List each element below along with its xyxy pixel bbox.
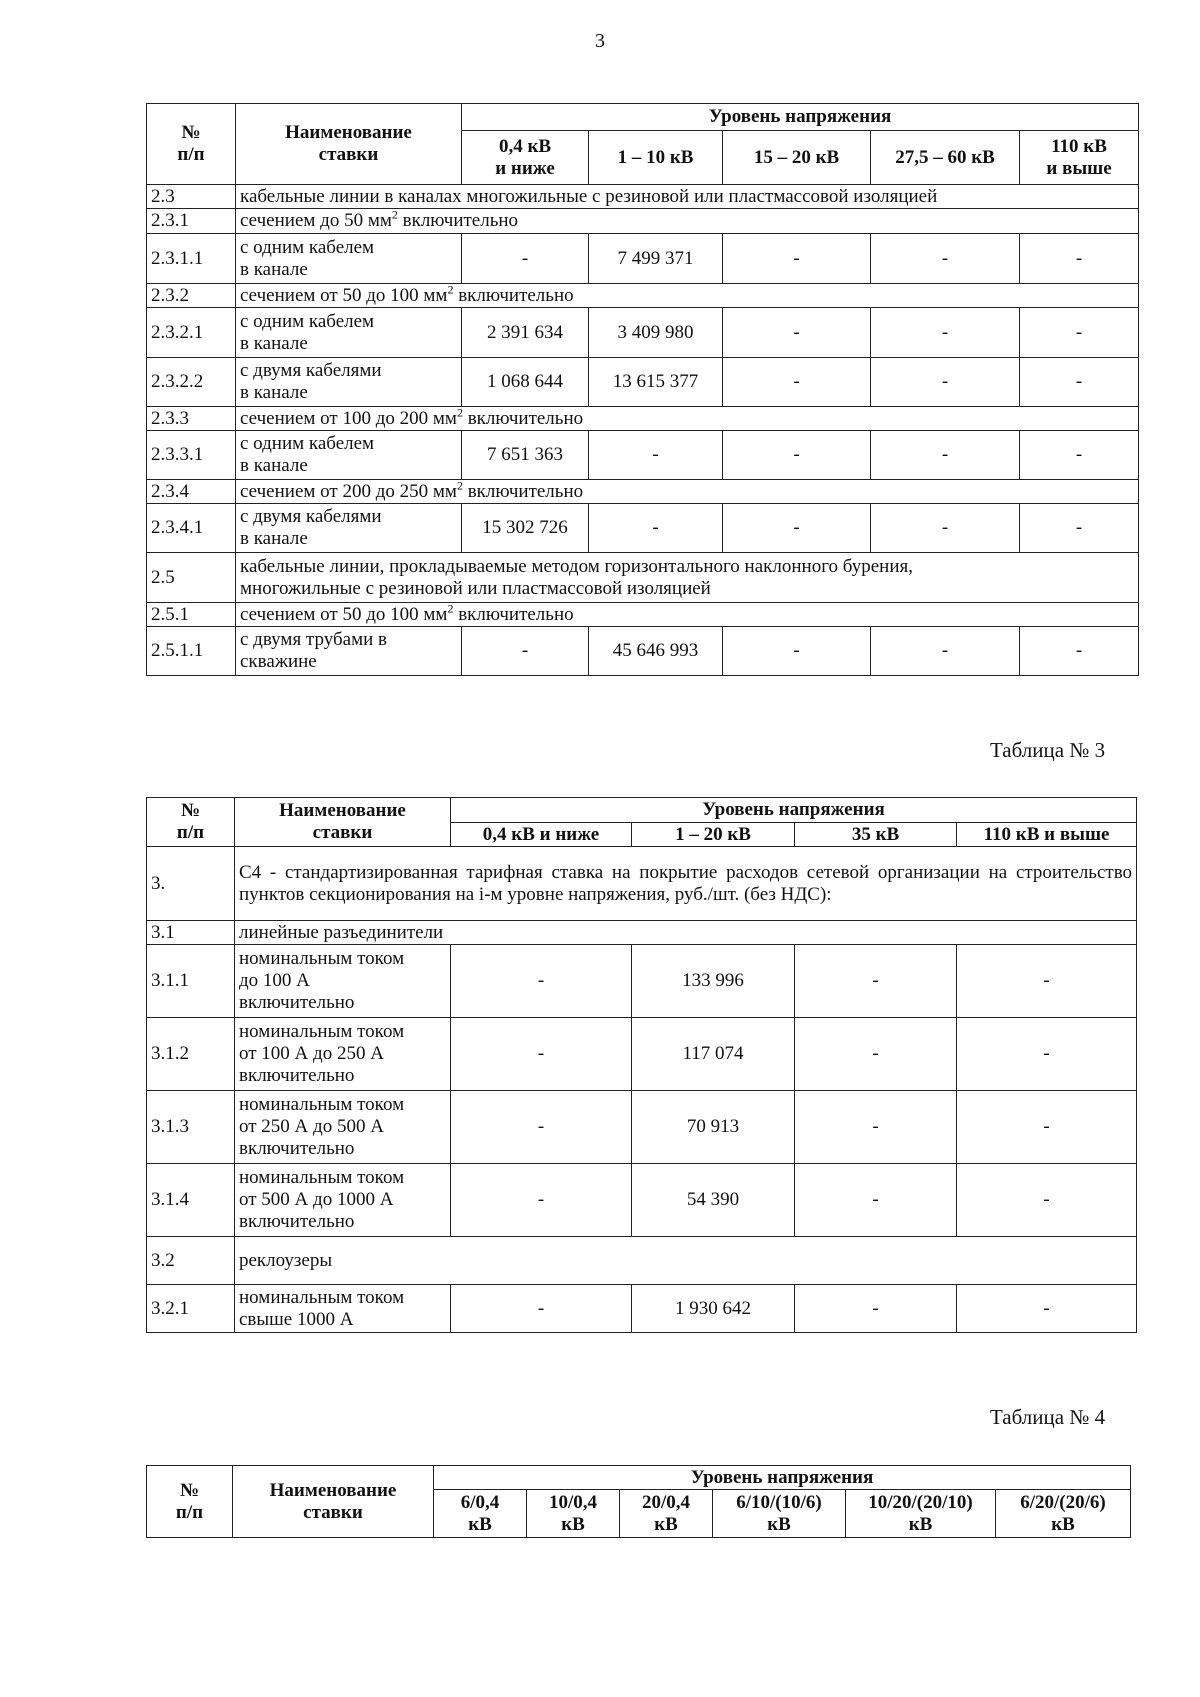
rate-value: - <box>723 504 871 553</box>
rate-name: номинальным током свыше 1000 А <box>235 1285 451 1333</box>
rate-value: 1 930 642 <box>632 1285 795 1333</box>
header-voltage-col: 110 кВ и выше <box>1020 131 1139 185</box>
row-number: 2.3.2 <box>147 284 236 308</box>
section-row <box>147 1237 1137 1285</box>
section-row <box>147 921 1137 945</box>
rate-value: - <box>451 1091 632 1164</box>
rate-value: - <box>871 308 1020 358</box>
rate-value: 3 409 980 <box>589 308 723 358</box>
section-title <box>236 553 1139 603</box>
header-voltage-col: 10/0,4 кВ <box>527 1490 620 1538</box>
superscript: 2 <box>391 208 398 222</box>
header-voltage-col: 1 – 10 кВ <box>589 131 723 185</box>
row-number: 2.3 <box>147 185 236 209</box>
header-voltage-level: Уровень напряжения <box>434 1466 1131 1490</box>
table-row <box>147 1018 1137 1091</box>
table-4 <box>146 1465 1131 1538</box>
rate-value: - <box>589 504 723 553</box>
rate-value: 7 499 371 <box>589 234 723 284</box>
section-text: сечением до 50 мм <box>240 210 392 231</box>
header-voltage-col: 6/20/(20/6) кВ <box>996 1490 1131 1538</box>
rate-value: - <box>957 1285 1137 1333</box>
rate-value: - <box>1020 504 1139 553</box>
section-suffix: включительно <box>462 407 584 429</box>
header-name: Наименование ставки <box>236 104 462 185</box>
rate-value: 70 913 <box>632 1091 795 1164</box>
rate-value: - <box>795 945 957 1018</box>
rate-value: - <box>795 1018 957 1091</box>
rate-name: номинальным током от 250 А до 500 А включительно <box>235 1091 451 1164</box>
rate-value: - <box>871 504 1020 553</box>
row-number: 3.1 <box>147 921 235 945</box>
superscript: 2 <box>447 602 454 616</box>
header-voltage-level: Уровень напряжения <box>462 104 1139 131</box>
rate-name: с двумя трубами в скважине <box>236 627 462 676</box>
rate-value: - <box>451 945 632 1018</box>
rate-name: с двумя кабелями в канале <box>236 504 462 553</box>
rate-value: - <box>871 358 1020 407</box>
section-title <box>236 185 1139 209</box>
row-number: 3.1.3 <box>147 1091 235 1164</box>
rate-name: с двумя кабелями в канале <box>236 358 462 407</box>
rate-value: 117 074 <box>632 1018 795 1091</box>
table-row <box>147 504 1139 553</box>
rate-value: - <box>451 1018 632 1091</box>
header-num: № п/п <box>147 1466 233 1538</box>
section-text: кабельные линии в каналах многожильные с резиновой или пластмассовой изоляцией <box>240 185 938 207</box>
section-row <box>147 553 1139 603</box>
header-voltage-col: 20/0,4 кВ <box>620 1490 713 1538</box>
rate-value: - <box>1020 358 1139 407</box>
section-row <box>147 407 1139 431</box>
header-voltage-col: 110 кВ и выше <box>957 823 1137 847</box>
table4-caption: Таблица № 4 <box>990 1405 1106 1429</box>
rate-value: - <box>723 431 871 480</box>
rate-value: - <box>1020 308 1139 358</box>
row-number: 2.3.1 <box>147 209 236 234</box>
row-number: 2.3.3.1 <box>147 431 236 480</box>
header-voltage-col: 35 кВ <box>795 823 957 847</box>
rate-value: - <box>723 308 871 358</box>
rate-value: - <box>451 1285 632 1333</box>
row-number: 2.3.4.1 <box>147 504 236 553</box>
header-voltage-col: 1 – 20 кВ <box>632 823 795 847</box>
rate-name: номинальным током от 500 А до 1000 А включительно <box>235 1164 451 1237</box>
section-suffix: включительно <box>453 603 574 625</box>
section-title <box>236 480 1139 504</box>
rate-value: - <box>723 358 871 407</box>
rate-name: с одним кабелем в канале <box>236 431 462 480</box>
rate-value: - <box>1020 431 1139 480</box>
table-row <box>147 431 1139 480</box>
rate-value: 2 391 634 <box>462 308 589 358</box>
header-voltage-col: 0,4 кВ и ниже <box>451 823 632 847</box>
rate-value: - <box>723 234 871 284</box>
row-number: 2.5 <box>147 553 236 603</box>
row-number: 3.1.2 <box>147 1018 235 1091</box>
row-number: 2.3.4 <box>147 480 236 504</box>
rate-name: с одним кабелем в канале <box>236 308 462 358</box>
section-text: сечением от 200 до 250 мм <box>240 480 457 502</box>
rate-value: - <box>1020 627 1139 676</box>
rate-value: - <box>957 1164 1137 1237</box>
section-text: С4 - стандартизированная тарифная ставка на покрытие расходов сетевой организации на строительство пунктов секционирования на i-м уровне напряжения, руб./шт. (без НДС): <box>239 861 1133 905</box>
section-row <box>147 847 1137 921</box>
rate-value: - <box>589 431 723 480</box>
section-text: сечением от 50 до 100 мм <box>240 603 448 625</box>
section-suffix: включительно <box>397 210 519 231</box>
rate-value: - <box>871 431 1020 480</box>
rate-value: 133 996 <box>632 945 795 1018</box>
header-voltage-col: 15 – 20 кВ <box>723 131 871 185</box>
rate-value: 1 068 644 <box>462 358 589 407</box>
rate-value: - <box>871 627 1020 676</box>
rate-value: - <box>957 1091 1137 1164</box>
rate-value: 7 651 363 <box>462 431 589 480</box>
header-voltage-col: 6/10/(10/6) кВ <box>713 1490 846 1538</box>
rate-name: с одним кабелем в канале <box>236 234 462 284</box>
table-3 <box>146 797 1137 1333</box>
section-text: сечением от 100 до 200 мм <box>240 407 457 429</box>
table-row <box>147 308 1139 358</box>
rate-value: - <box>871 234 1020 284</box>
table-row <box>147 1164 1137 1237</box>
table-row <box>147 1285 1137 1333</box>
rate-value: - <box>957 945 1137 1018</box>
rate-value: - <box>462 234 589 284</box>
rate-value: - <box>795 1285 957 1333</box>
superscript: 2 <box>447 283 454 297</box>
table-row <box>147 945 1137 1018</box>
section-row <box>147 185 1139 209</box>
section-title <box>235 1237 1137 1285</box>
rate-value: - <box>462 627 589 676</box>
rate-value: - <box>795 1164 957 1237</box>
section-row <box>147 209 1139 234</box>
table-row <box>147 627 1139 676</box>
row-number: 3.1.4 <box>147 1164 235 1237</box>
section-row <box>147 284 1139 308</box>
section-title <box>236 284 1139 308</box>
table-row <box>147 234 1139 284</box>
section-title <box>235 847 1137 921</box>
header-voltage-col: 0,4 кВ и ниже <box>462 131 589 185</box>
header-voltage-level: Уровень напряжения <box>451 798 1137 823</box>
section-suffix: включительно <box>462 480 584 502</box>
row-number: 3.2.1 <box>147 1285 235 1333</box>
row-number: 2.5.1 <box>147 603 236 627</box>
rate-value: 13 615 377 <box>589 358 723 407</box>
row-number: 2.5.1.1 <box>147 627 236 676</box>
rate-name: номинальным током от 100 А до 250 А включительно <box>235 1018 451 1091</box>
row-number: 3.1.1 <box>147 945 235 1018</box>
row-number: 2.3.3 <box>147 407 236 431</box>
section-row <box>147 603 1139 627</box>
rate-value: 15 302 726 <box>462 504 589 553</box>
section-suffix: включительно <box>453 284 574 306</box>
table3-caption: Таблица № 3 <box>990 738 1106 762</box>
header-num: № п/п <box>147 104 236 185</box>
section-title <box>236 407 1139 431</box>
row-number: 3.2 <box>147 1237 235 1285</box>
section-title <box>235 921 1137 945</box>
cable-lines-table <box>146 103 1139 676</box>
header-num: № п/п <box>147 798 235 847</box>
section-text: кабельные линии, прокладываемые методом горизонтального наклонного бурения, многожильные с резиновой или пластмассовой изоляцией <box>240 555 913 599</box>
row-number: 2.3.2.2 <box>147 358 236 407</box>
rate-value: - <box>957 1018 1137 1091</box>
header-voltage-col: 10/20/(20/10) кВ <box>846 1490 996 1538</box>
header-name: Наименование ставки <box>235 798 451 847</box>
rate-value: - <box>451 1164 632 1237</box>
section-row <box>147 480 1139 504</box>
rate-value: - <box>795 1091 957 1164</box>
rate-value: 45 646 993 <box>589 627 723 676</box>
row-number: 2.3.1.1 <box>147 234 236 284</box>
superscript: 2 <box>456 406 463 420</box>
section-text: реклоузеры <box>239 1249 333 1271</box>
table-row <box>147 1091 1137 1164</box>
row-number: 2.3.2.1 <box>147 308 236 358</box>
row-number: 3. <box>147 847 235 921</box>
page-number: 3 <box>595 30 605 52</box>
section-text: сечением от 50 до 100 мм <box>240 284 448 306</box>
superscript: 2 <box>456 479 463 493</box>
rate-value: - <box>723 627 871 676</box>
rate-value: - <box>1020 234 1139 284</box>
rate-name: номинальным током до 100 А включительно <box>235 945 451 1018</box>
rate-value: 54 390 <box>632 1164 795 1237</box>
header-voltage-col: 27,5 – 60 кВ <box>871 131 1020 185</box>
section-text: линейные разъединители <box>239 921 444 943</box>
table-row <box>147 358 1139 407</box>
section-title <box>236 603 1139 627</box>
header-name: Наименование ставки <box>233 1466 434 1538</box>
section-title <box>236 209 1139 234</box>
header-voltage-col: 6/0,4 кВ <box>434 1490 527 1538</box>
